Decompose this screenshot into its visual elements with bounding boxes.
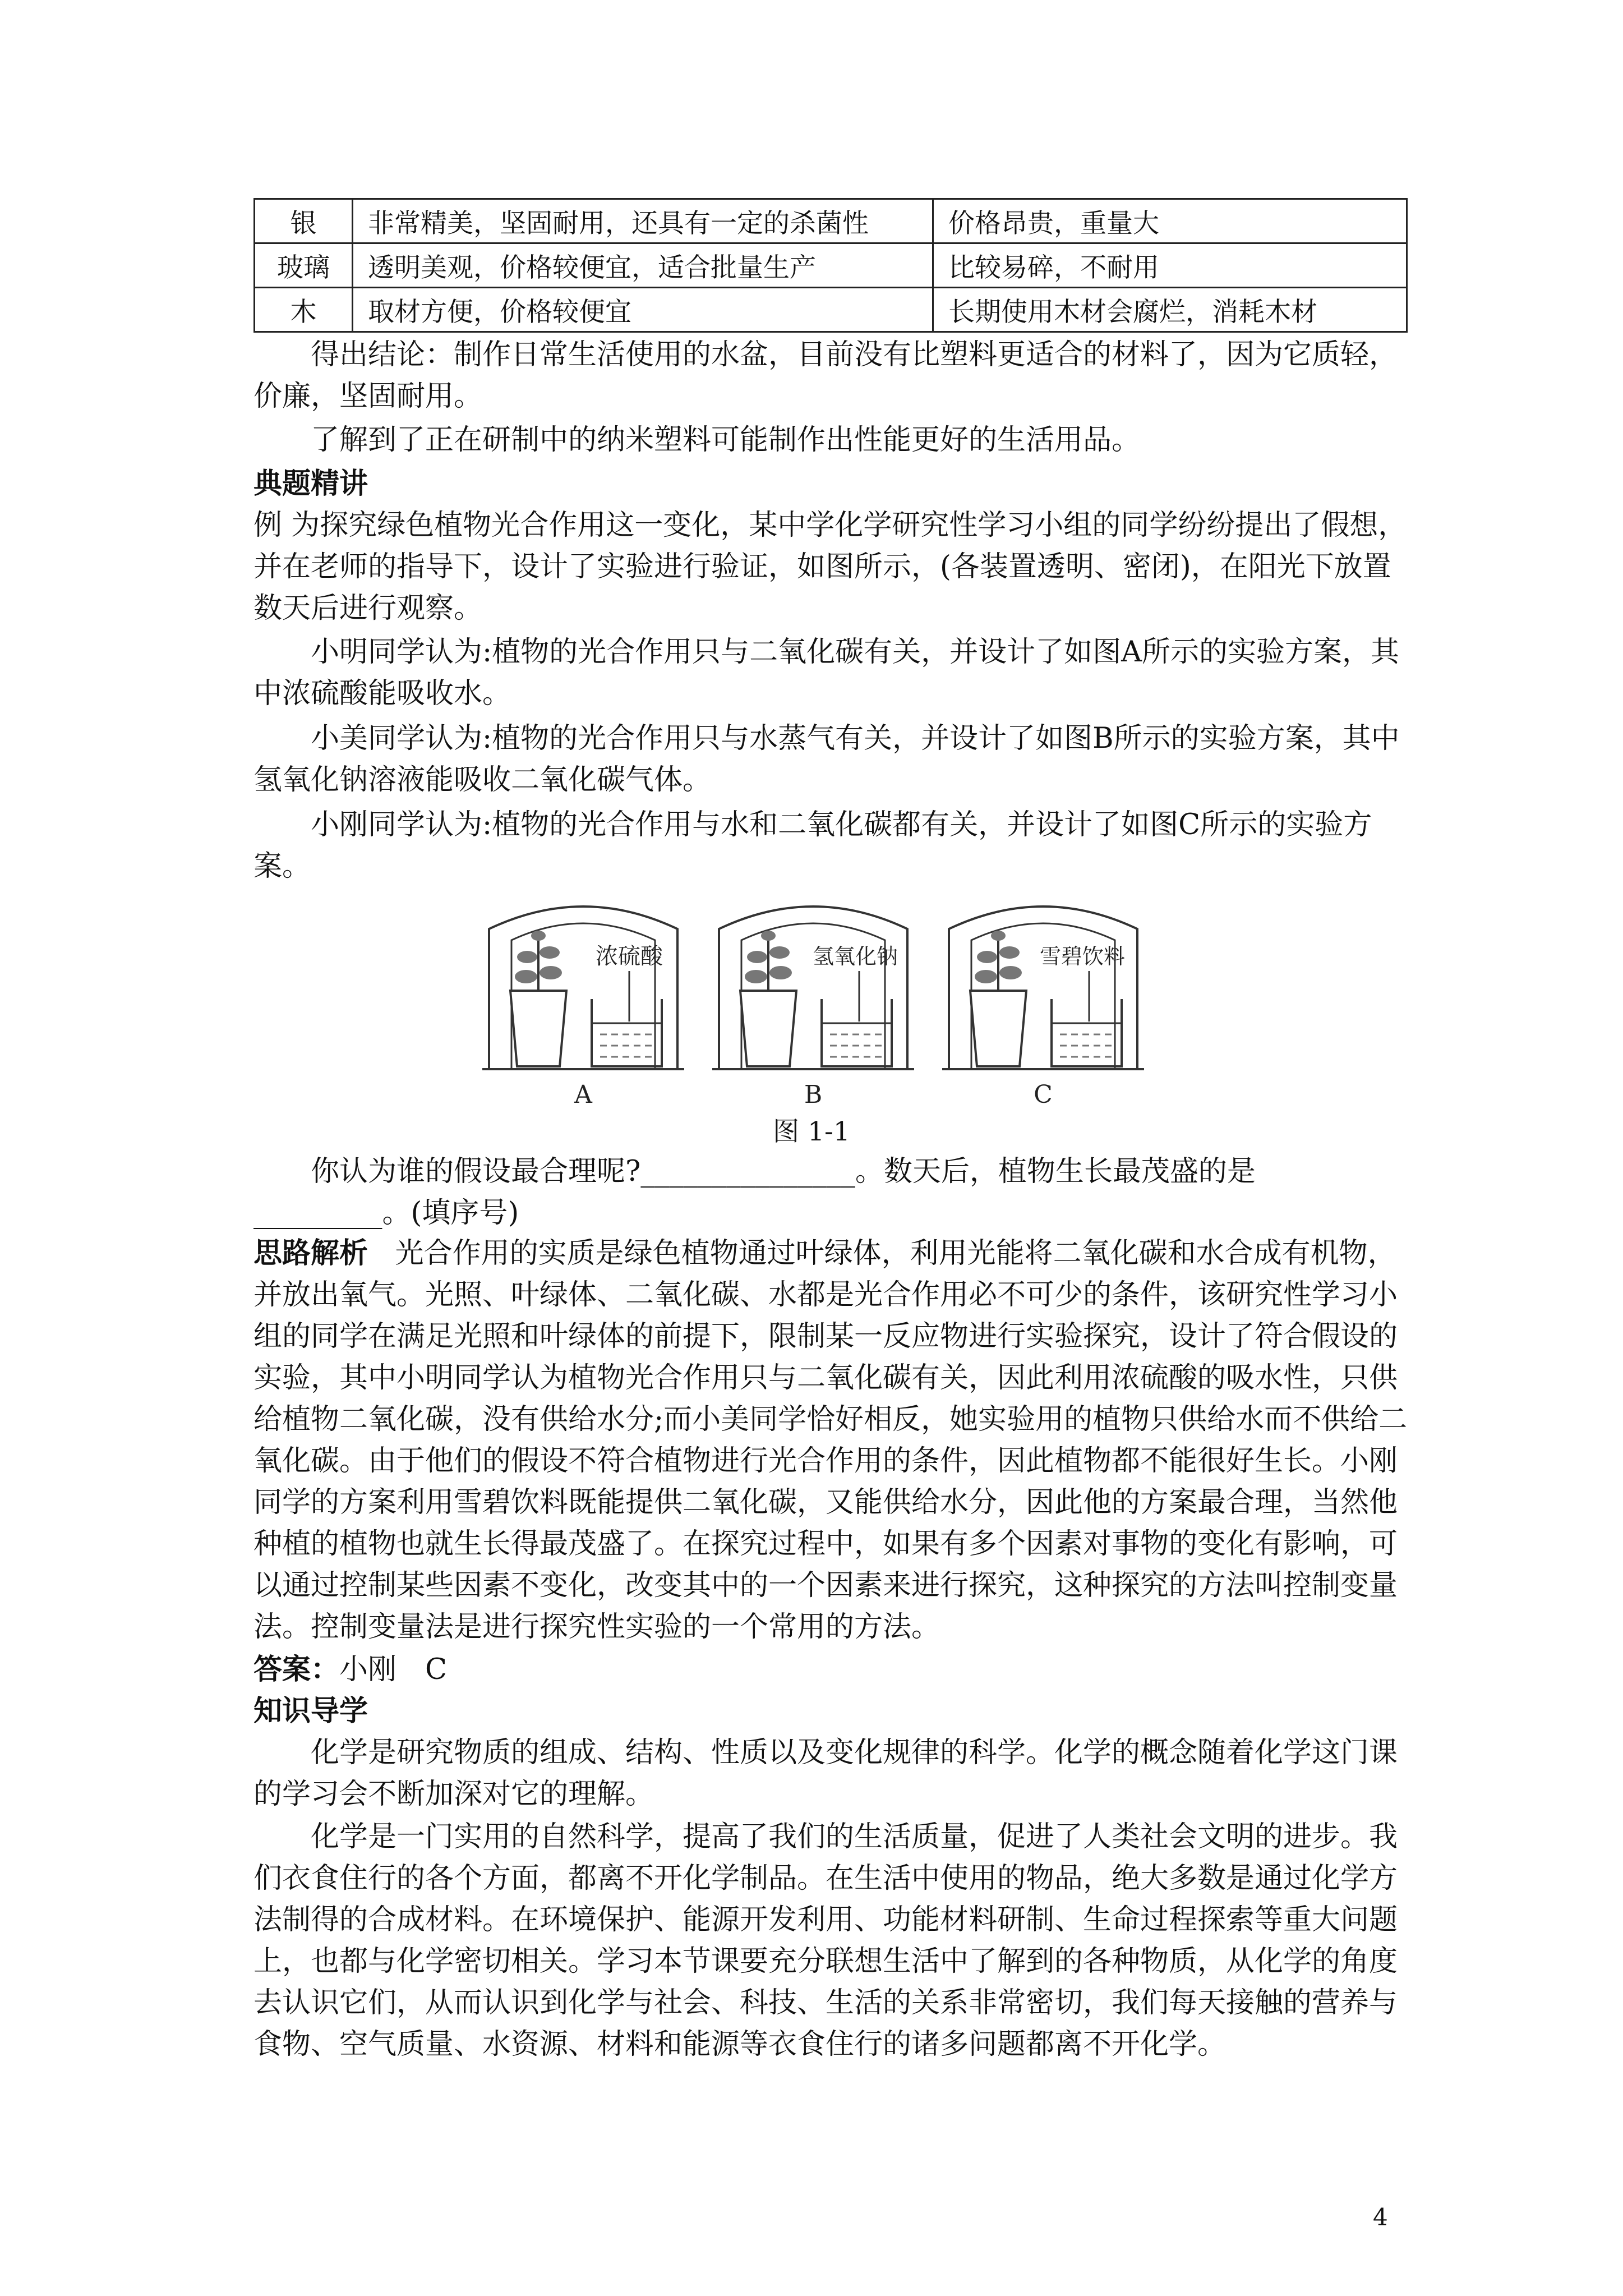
experiment-figure [482, 901, 1144, 1114]
conclusion-paragraph: 得出结论：制作日常生活使用的水盆，目前没有比塑料更适合的材料了，因为它质轻，价廉，坚固耐用。 [253, 338, 1398, 413]
liquid-label-a: 浓硫酸 [596, 944, 663, 969]
guide-paragraph-1: 化学是研究物质的组成、结构、性质以及变化规律的科学。化学的概念随着化学这门课的学习会不断加深对它的理解。 [253, 1736, 1398, 1811]
answer-paragraph [253, 1649, 1409, 1691]
answer-text: 小刚 C [339, 1653, 448, 1686]
table-row [255, 199, 1407, 243]
analysis-paragraph [253, 1233, 1409, 1648]
heading-example: 典题精讲 [253, 467, 368, 500]
liquid-label-b: 氢氧化钠 [812, 944, 898, 969]
cons-cell: 价格昂贵，重量大 [933, 199, 1407, 243]
analysis-label: 思路解析 [253, 1237, 368, 1270]
question-paragraph: 你认为谁的假设最合理呢?_______________。数天后，植物生长最茂盛的是_________。(填序号) [253, 1155, 1256, 1230]
page-number: 4 [1373, 2203, 1388, 2231]
material-cell: 玻璃 [255, 243, 353, 288]
nano-paragraph: 了解到了正在研制中的纳米塑料可能制作出性能更好的生活用品。 [311, 424, 1141, 457]
xiaomei-paragraph: 小美同学认为:植物的光合作用只与水蒸气有关，并设计了如图B所示的实验方案，其中氢氧化钠溶液能吸收二氧化碳气体。 [253, 722, 1400, 797]
apparatus-a [482, 907, 684, 1109]
panel-letter-a: A [574, 1080, 592, 1109]
apparatus-b [712, 907, 914, 1109]
cons-cell: 长期使用木材会腐烂，消耗木材 [933, 288, 1407, 332]
material-cell: 银 [255, 199, 353, 243]
table-row [255, 288, 1407, 332]
example-paragraph: 例 为探究绿色植物光合作用这一变化，某中学化学研究性学习小组的同学纷纷提出了假想，并在老师的指导下，设计了实验进行验证，如图所示，(各装置透明、密闭)，在阳光下放置数天后进行观察。 [253, 509, 1407, 625]
table-row [255, 243, 1407, 288]
materials-table [253, 198, 1408, 333]
apparatus-c [942, 907, 1144, 1109]
pros-cell: 取材方便，价格较便宜 [353, 288, 933, 332]
heading-guide: 知识导学 [253, 1695, 368, 1728]
figure-caption: 图 1-1 [773, 1116, 850, 1147]
panel-letter-b: B [804, 1080, 823, 1109]
xiaoming-paragraph: 小明同学认为:植物的光合作用只与二氧化碳有关，并设计了如图A所示的实验方案，其中浓硫酸能吸收水。 [253, 636, 1400, 710]
analysis-text: 光合作用的实质是绿色植物通过叶绿体，利用光能将二氧化碳和水合成有机物，并放出氧气。光照、叶绿体、二氧化碳、水都是光合作用必不可少的条件，该研究性学习小组的同学在满足光照和叶绿体的前提下，限制某一反应物进行实验探究，设计了符合假设的实验，其中小明同学认为植物光合作用只与二氧化碳有关，因此利用浓硫酸的吸水性，只供给植物二氧化碳，没有供给水分;而小美同学恰好相反，她实验用的植物只供给水而不供给二氧化碳。由于他们的假设不符合植物进行光合作用的条件，因此植物都不能很好生长。小刚同学的方案利用雪碧饮料既能提供二氧化碳，又能供给水分，因此他的方案最合理，当然他种植的植物也就生长得最茂盛了。在探究过程中，如果有多个因素对事物的变化有影响，可以通过控制某些因素不变化，改变其中的一个因素来进行探究，这种探究的方法叫控制变量法。控制变量法是进行探究性实验的一个常用的方法。 [253, 1237, 1408, 1644]
material-cell: 木 [255, 288, 353, 332]
cons-cell: 比较易碎，不耐用 [933, 243, 1407, 288]
panel-letter-c: C [1034, 1080, 1053, 1109]
answer-label: 答案： [253, 1653, 340, 1686]
liquid-label-c: 雪碧饮料 [1039, 944, 1126, 969]
pros-cell: 非常精美，坚固耐用，还具有一定的杀菌性 [353, 199, 933, 243]
xiaogang-paragraph: 小刚同学认为:植物的光合作用与水和二氧化碳都有关，并设计了如图C所示的实验方案。 [253, 808, 1372, 883]
pros-cell: 透明美观，价格较便宜，适合批量生产 [353, 243, 933, 288]
guide-paragraph-2: 化学是一门实用的自然科学，提高了我们的生活质量，促进了人类社会文明的进步。我们衣食住行的各个方面，都离不开化学制品。在生活中使用的物品，绝大多数是通过化学方法制得的合成材料。在环境保护、能源开发利用、功能材料研制、生命过程探索等重大问题上，也都与化学密切相关。学习本节课要充分联想生活中了解到的各种物质，从化学的角度去认识它们，从而认识到化学与社会、科技、生活的关系非常密切，我们每天接触的营养与食物、空气质量、水资源、材料和能源等衣食住行的诸多问题都离不开化学。 [253, 1820, 1398, 2061]
